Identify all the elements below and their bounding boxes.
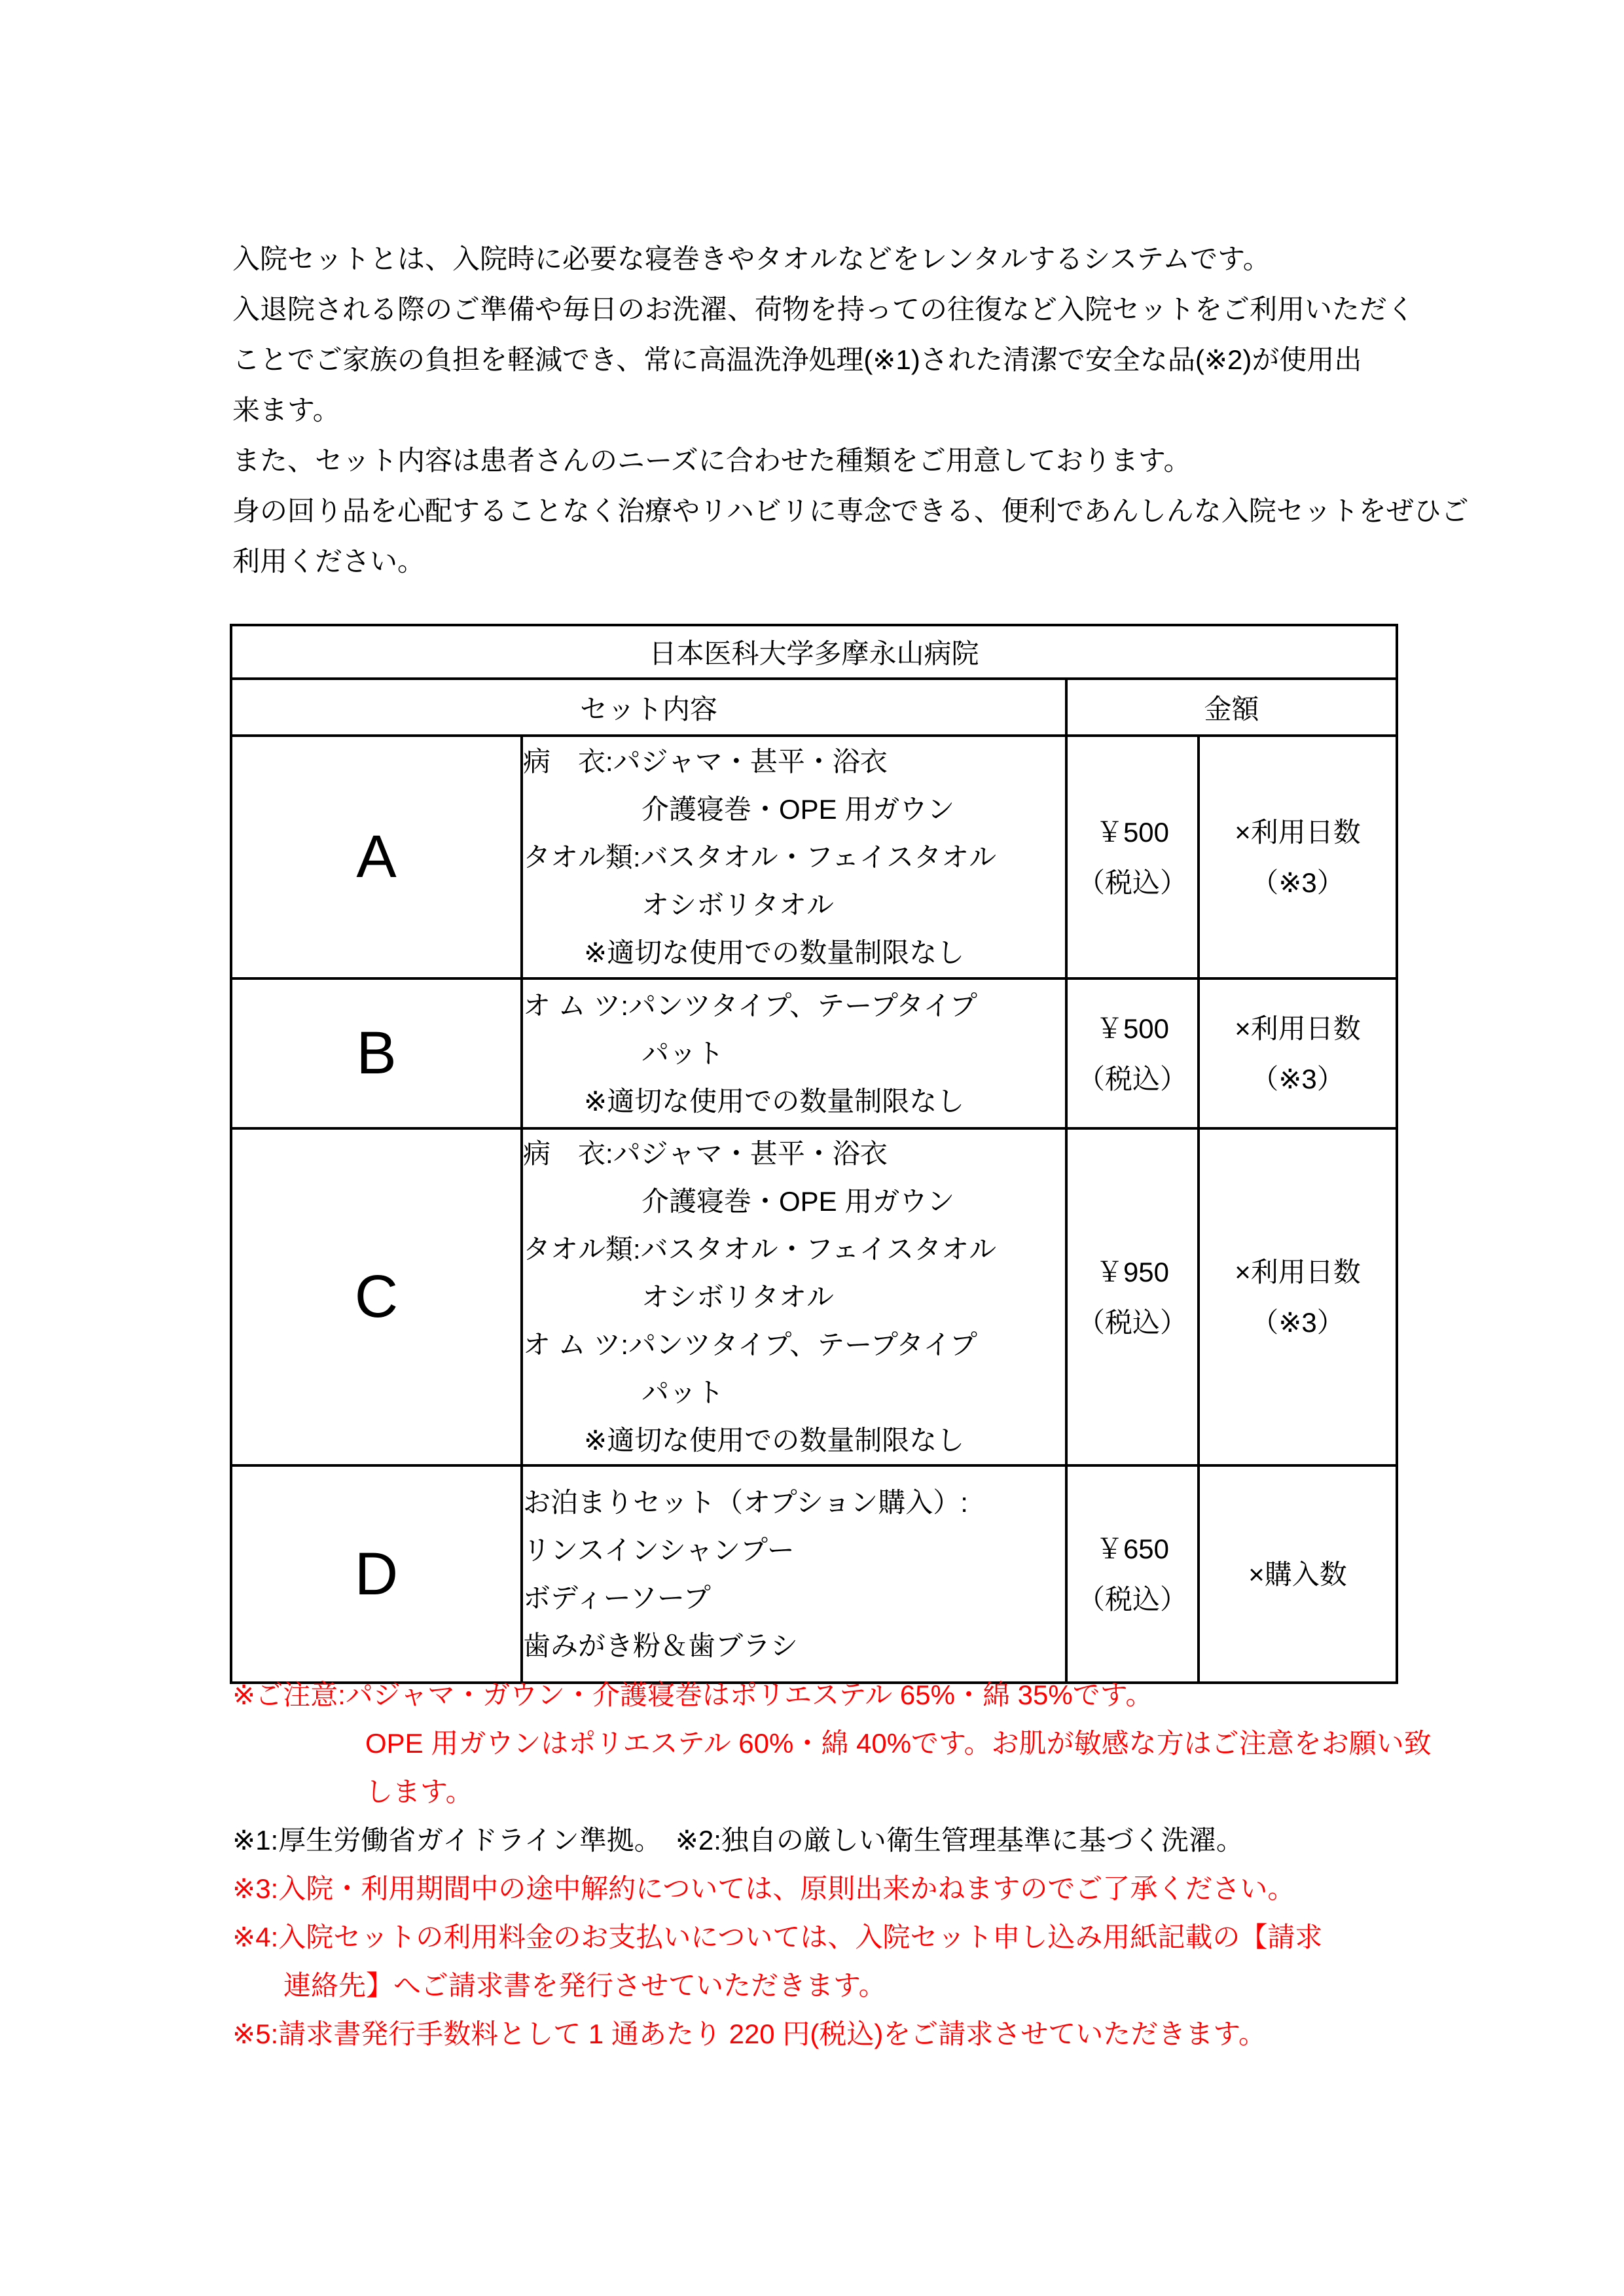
set-letter: B xyxy=(231,978,522,1128)
table-title-row xyxy=(231,625,1397,679)
intro-line: また、セット内容は患者さんのニーズに合わせた種類をご用意しております。 xyxy=(232,445,1191,476)
set-content-line: パット xyxy=(641,1038,725,1069)
multiplier-cell xyxy=(1199,978,1397,1128)
usage-multiplier: ×利用日数 xyxy=(1235,1013,1361,1044)
footnotes-section xyxy=(232,1671,1432,2058)
table-row-set-d xyxy=(231,1465,1397,1683)
note-caution-line: OPE 用ガウンはポリエステル 60%・綿 40%です。お肌が敏感な方はご注意をお願い致 xyxy=(365,1728,1432,1759)
intro-line: 身の回り品を心配することなく治療やリハビリに専念できる、便利であんしんな入院セットをぜひご xyxy=(232,495,1469,526)
set-content-cell xyxy=(522,1465,1066,1683)
header-amount: 金額 xyxy=(1066,679,1397,736)
set-content-cell xyxy=(522,736,1066,978)
price-tax-label: （税込） xyxy=(1077,867,1187,898)
set-content-line: オ ム ツ:パンツタイプ、テープタイプ xyxy=(523,990,977,1021)
note-line-4: ※4:入院セットの利用料金のお支払いについては、入院セット申し込み用紙記載の【請求 xyxy=(232,1922,1323,1952)
table-header-row xyxy=(231,679,1397,736)
price-amount: ￥500 xyxy=(1095,1013,1170,1044)
header-set-contents: セット内容 xyxy=(231,679,1066,736)
usage-note: （※3） xyxy=(1251,867,1344,898)
set-content-line: ※適切な使用での数量制限なし xyxy=(584,1425,965,1456)
price-cell xyxy=(1066,1465,1199,1683)
price-tax-label: （税込） xyxy=(1077,1584,1187,1615)
multiplier-cell xyxy=(1199,1128,1397,1465)
price-cell xyxy=(1066,736,1199,978)
usage-note: （※3） xyxy=(1251,1306,1344,1338)
multiplier-cell xyxy=(1199,736,1397,978)
usage-multiplier: ×利用日数 xyxy=(1235,816,1361,848)
set-content-line: 病 衣:パジャマ・甚平・浴衣 xyxy=(523,746,888,777)
note-caution-line: します。 xyxy=(365,1776,473,1807)
table-row-set-b xyxy=(231,978,1397,1128)
intro-line: 利用ください。 xyxy=(232,546,425,577)
note-line-4-cont: 連絡先】へご請求書を発行させていただきます。 xyxy=(283,1970,886,2001)
intro-paragraph xyxy=(232,234,1469,586)
set-content-line: 介護寝巻・OPE 用ガウン xyxy=(641,794,955,825)
intro-line: 入院セットとは、入院時に必要な寝巻きやタオルなどをレンタルするシステムです。 xyxy=(232,243,1271,274)
note-line-3: ※3:入院・利用期間中の途中解約については、原則出来かねますのでご了承ください。 xyxy=(232,1873,1295,1904)
note-caution-line: ※ご注意:パジャマ・ガウン・介護寝巻はポリエステル 65%・綿 35%です。 xyxy=(232,1679,1153,1710)
rental-price-table xyxy=(230,624,1398,1684)
note-line-1-2: ※1:厚生労働省ガイドライン準拠。 ※2:独自の厳しい衛生管理基準に基づく洗濯。 xyxy=(232,1825,1244,1856)
price-cell xyxy=(1066,978,1199,1128)
set-letter: C xyxy=(231,1128,522,1465)
set-content-line: オ ム ツ:パンツタイプ、テープタイプ xyxy=(523,1329,977,1360)
set-content-line: オシボリタオル xyxy=(641,889,835,920)
usage-multiplier: ×購入数 xyxy=(1248,1558,1347,1590)
price-tax-label: （税込） xyxy=(1077,1063,1187,1094)
set-letter: D xyxy=(231,1465,522,1683)
set-content-line: 病 衣:パジャマ・甚平・浴衣 xyxy=(523,1138,888,1169)
set-content-line: ※適切な使用での数量制限なし xyxy=(584,937,965,968)
set-content-line: 介護寝巻・OPE 用ガウン xyxy=(641,1186,955,1217)
set-content-line: タオル類:バスタオル・フェイスタオル xyxy=(523,1234,997,1265)
usage-note: （※3） xyxy=(1251,1063,1344,1094)
intro-line: 来ます。 xyxy=(232,395,340,425)
set-content-cell xyxy=(522,1128,1066,1465)
note-line-5: ※5:請求書発行手数料として 1 通あたり 220 円(税込)をご請求させていただきます。 xyxy=(232,2018,1266,2049)
price-amount: ￥650 xyxy=(1095,1534,1170,1564)
price-amount: ￥500 xyxy=(1095,816,1170,848)
set-content-line: お泊まりセット（オプション購入）: xyxy=(523,1487,968,1518)
set-content-cell xyxy=(522,978,1066,1128)
price-amount: ￥950 xyxy=(1095,1256,1170,1287)
intro-line: 入退院される際のご準備や毎日のお洗濯、荷物を持っての往復など入院セットをご利用いただく xyxy=(232,294,1415,325)
set-content-line: パット xyxy=(641,1377,725,1408)
usage-multiplier: ×利用日数 xyxy=(1235,1256,1361,1287)
set-content-line: ※適切な使用での数量制限なし xyxy=(584,1086,965,1117)
set-content-line: 歯みがき粉＆歯ブラシ xyxy=(523,1630,799,1661)
set-content-line: タオル類:バスタオル・フェイスタオル xyxy=(523,842,997,872)
set-letter: A xyxy=(231,736,522,978)
table-row-set-c xyxy=(231,1128,1397,1465)
intro-line: ことでご家族の負担を軽減でき、常に高温洗浄処理(※1)された清潔で安全な品(※2)が使用出 xyxy=(232,344,1362,375)
table-row-set-a xyxy=(231,736,1397,978)
price-tax-label: （税込） xyxy=(1077,1306,1187,1338)
price-cell xyxy=(1066,1128,1199,1465)
set-content-line: リンスインシャンプー xyxy=(523,1535,795,1566)
set-content-line: オシボリタオル xyxy=(641,1282,835,1312)
set-content-line: ボディーソープ xyxy=(523,1583,711,1613)
multiplier-cell xyxy=(1199,1465,1397,1683)
hospital-name: 日本医科大学多摩永山病院 xyxy=(231,625,1397,679)
